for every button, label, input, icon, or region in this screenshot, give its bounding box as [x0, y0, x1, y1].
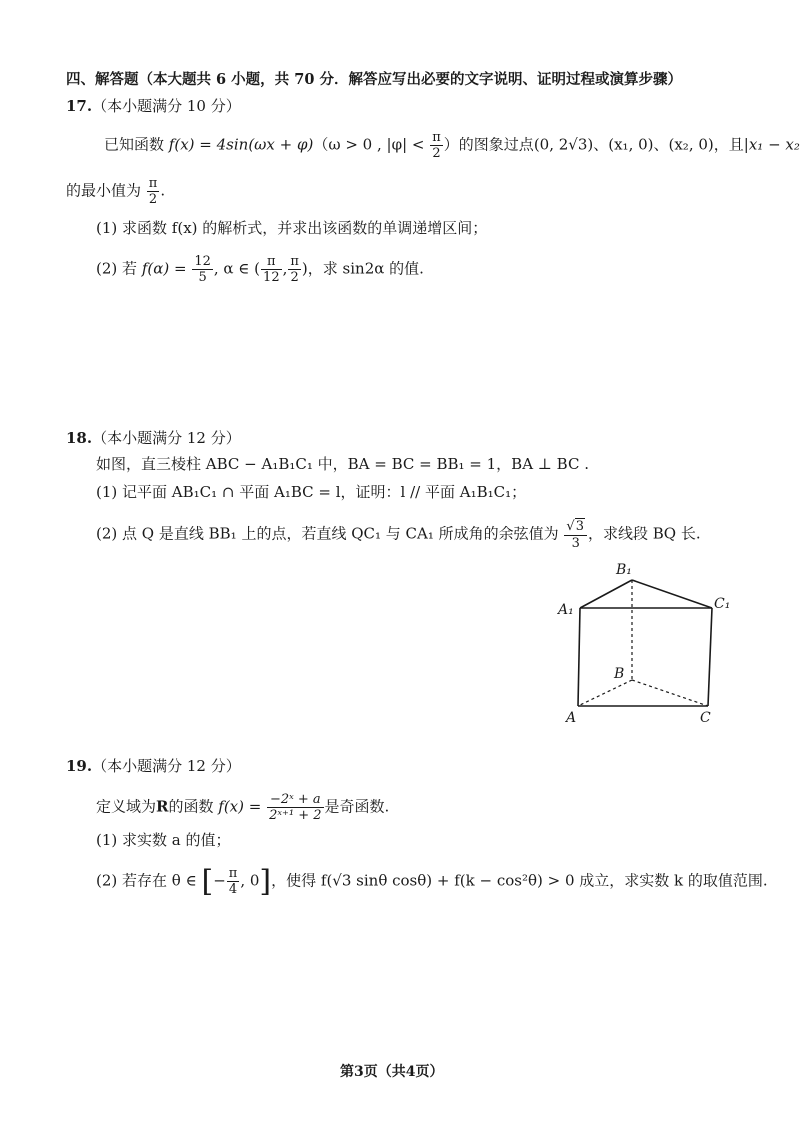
condition-close: ）的图象过点	[443, 135, 534, 154]
fraction-pi-over-2: $\frac{\pi}{2}$	[148, 176, 158, 207]
condition-text: （ω > 0 , |φ| <	[313, 135, 425, 154]
question-points: （本小题满分 12 分）	[92, 757, 241, 775]
question-number: 17.	[66, 97, 93, 115]
stem-text: 已知函数	[104, 135, 165, 154]
fraction-pi-over-2: $\frac{\pi}{2}$	[432, 130, 441, 161]
fraction-sqrt3-over-3: $\frac{√3}{3}$	[564, 518, 587, 551]
question-17-stem-cont: 的最小值为 $\frac{\pi}{2}$ .	[66, 176, 166, 207]
question-19-part-2: (2) 若存在 θ ∈ [− $\frac{\pi}{4}$ , 0]，使得 f(√3 sinθ cosθ) + f(k − cos²θ) > 0 成立，求实数 k 的取值范围.	[96, 863, 768, 899]
fraction-12-over-5: $\frac{12}{5}$	[194, 254, 211, 285]
question-19-part-1: (1) 求实数 a 的值；	[96, 831, 231, 849]
question-17-part-1: (1) 求函数 f(x) 的解析式，并求出该函数的单调递增区间；	[96, 219, 488, 237]
stem-text: 的最小值为	[66, 181, 142, 200]
label-B: B	[614, 666, 625, 682]
question-number: 18.	[66, 429, 93, 447]
question-18-part-1: (1) 记平面 AB₁C₁ ∩ 平面 A₁BC = l，证明：l // 平面 A₁B₁C₁；	[96, 483, 527, 501]
question-19-header	[66, 756, 241, 776]
question-18-header	[66, 428, 241, 448]
question-18-stem: 如图，直三棱柱 ABC − A₁B₁C₁ 中，BA = BC = BB₁ = 1，BA ⊥ BC .	[96, 455, 589, 473]
label-C1: C₁	[714, 596, 731, 612]
label-C: C	[700, 710, 711, 726]
function-expression: f(x) = 4sin(ωx + φ)	[168, 135, 314, 154]
page-number: 第3页（共4页）	[340, 1064, 444, 1080]
fraction-pi-over-4: $\frac{\pi}{4}$	[228, 866, 238, 897]
points-list: (0, 2√3)、(x₁, 0)、(x₂, 0)	[533, 135, 714, 154]
question-19-stem: 定义域为R的函数 f(x) = $\frac{\text{−2ˣ + a}}{\text{2ˣ⁺¹ + 2}}$ 是奇函数.	[96, 792, 390, 823]
prism-figure	[548, 556, 748, 732]
section-title: 四、解答题（本大题共 6 小题，共 70 分．解答应写出必要的文字说明、证明过程或演算步骤）	[66, 71, 682, 88]
question-points: （本小题满分 12 分）	[92, 429, 241, 447]
label-B1: B₁	[616, 562, 632, 578]
question-17-stem	[104, 130, 800, 161]
label-A1: A₁	[558, 602, 574, 618]
question-points: （本小题满分 10 分）	[92, 97, 241, 115]
fraction-pi-over-2: $\frac{\pi}{2}$	[290, 254, 299, 285]
abs-expression: |x₁ − x₂	[743, 135, 800, 154]
fraction-function: $\frac{\text{−2ˣ + a}}{\text{2ˣ⁺¹ + 2}}$	[269, 792, 322, 823]
question-17-part-2: (2) 若 f(α) = $\frac{12}{5}$ , α ∈ ( $\frac{\pi}{12}$ , $\frac{\pi}{2}$ )，求 sin2α 的值.	[96, 254, 424, 285]
question-number: 19.	[66, 757, 93, 775]
question-18-part-2: (2) 点 Q 是直线 BB₁ 上的点，若直线 QC₁ 与 CA₁ 所成角的余弦值为 $\frac{√3}{3}$ ，求线段 BQ 长.	[96, 519, 701, 551]
and-text: ，且	[713, 135, 744, 154]
label-A: A	[566, 710, 577, 726]
question-17-header	[66, 96, 241, 116]
fraction-pi-over-12: $\frac{\pi}{12}$	[263, 254, 280, 285]
